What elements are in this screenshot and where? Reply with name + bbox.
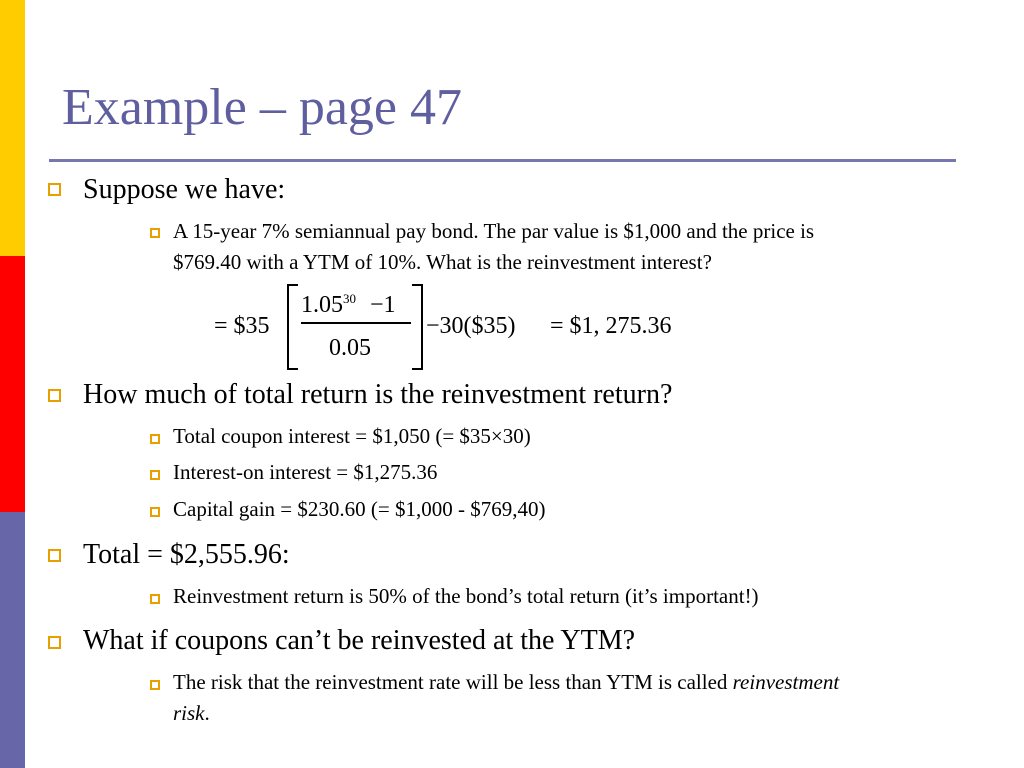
sub-bullet-square-icon <box>150 594 160 604</box>
bond-description-line-1: A 15-year 7% semiannual pay bond. The par value is $1,000 and the price is <box>173 219 815 243</box>
formula-tail: −30($35) <box>426 313 516 339</box>
slide-title: Example – page 47 <box>62 79 462 136</box>
accent-bar-yellow <box>0 0 25 256</box>
formula-result: = $1, 275.36 <box>550 313 672 339</box>
accent-bar-blue <box>0 512 25 768</box>
sub-bullet-capital-gain: Capital gain = $230.60 (= $1,000 - $769,40) <box>173 497 546 521</box>
reinvestment-risk-suffix: . <box>204 701 210 725</box>
sub-bullet-square-icon <box>150 680 160 690</box>
bullet-square-icon <box>48 183 61 196</box>
bullet-square-icon <box>48 636 61 649</box>
accent-bar-red <box>0 256 25 512</box>
sub-bullet-square-icon <box>150 434 160 444</box>
sub-bullet-square-icon <box>150 228 160 238</box>
formula-right-bracket <box>412 284 423 370</box>
reinvestment-formula <box>214 282 714 372</box>
title-divider <box>49 159 956 162</box>
reinvestment-risk-line-2 <box>173 698 988 729</box>
formula-numerator <box>301 292 396 317</box>
bullet-square-icon <box>48 549 61 562</box>
sub-bullet-square-icon <box>150 470 160 480</box>
formula-lead: = $35 <box>214 313 270 339</box>
sub-bullet-square-icon <box>150 507 160 517</box>
formula-denominator: 0.05 <box>329 335 371 361</box>
reinvestment-risk-prefix: The risk that the reinvestment rate will be less than YTM is called <box>173 670 733 694</box>
sub-bullet-reinvestment-share: Reinvestment return is 50% of the bond’s total return (it’s important!) <box>173 584 759 608</box>
formula-numerator-rest: −1 <box>370 292 396 318</box>
bond-description-line-2: $769.40 with a YTM of 10%. What is the reinvestment interest? <box>173 250 712 274</box>
bullet-coupons-question: What if coupons can’t be reinvested at the YTM? <box>83 625 636 656</box>
reinvestment-risk-line-1 <box>173 667 988 698</box>
sub-bullet-bond-description <box>173 216 988 278</box>
bullet-suppose: Suppose we have: <box>83 174 286 205</box>
reinvestment-risk-term-2: risk <box>173 701 205 725</box>
reinvestment-risk-term-1: reinvestment <box>732 670 840 694</box>
formula-fraction-bar <box>301 322 411 324</box>
formula-left-bracket <box>287 284 298 370</box>
sub-bullet-coupon-interest: Total coupon interest = $1,050 (= $35×30) <box>173 424 531 448</box>
formula-numerator-base: 1.05 <box>301 292 343 318</box>
sub-bullet-reinvestment-risk <box>173 667 988 729</box>
bullet-square-icon <box>48 389 61 402</box>
sub-bullet-interest-on-interest: Interest-on interest = $1,275.36 <box>173 460 438 484</box>
bullet-total: Total = $2,555.96: <box>83 539 290 570</box>
bullet-reinvestment-question: How much of total return is the reinvestment return? <box>83 379 673 410</box>
formula-exponent: 30 <box>343 291 356 306</box>
